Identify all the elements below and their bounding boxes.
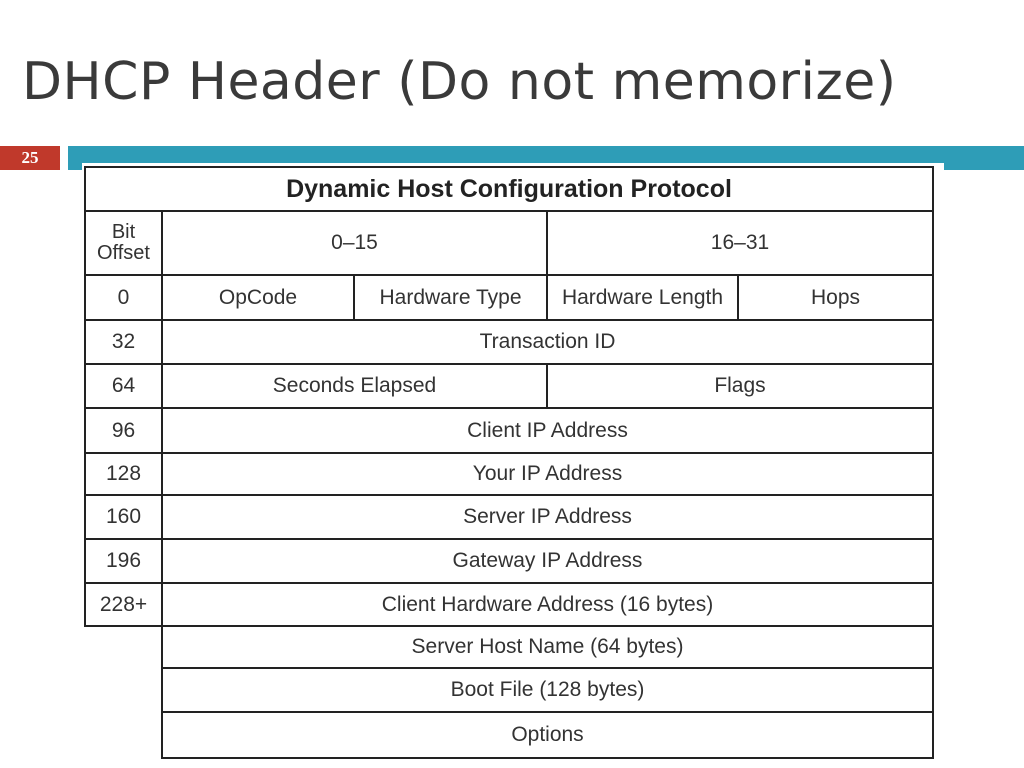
bit-offset-header [84, 210, 163, 276]
bit-offset-label-line1: Bit [111, 221, 136, 243]
field-server-host-name: Server Host Name (64 bytes) [161, 625, 934, 669]
field-seconds-elapsed: Seconds Elapsed [161, 363, 548, 409]
field-client-hardware-address: Client Hardware Address (16 bytes) [161, 582, 934, 627]
field-server-ip-address: Server IP Address [161, 494, 934, 540]
offset-cell: 32 [84, 319, 163, 365]
offset-cell: 128 [84, 452, 163, 496]
slide-title: DHCP Header (Do not memorize) [22, 52, 897, 112]
field-opcode: OpCode [161, 274, 355, 321]
offset-cell: 64 [84, 363, 163, 409]
field-flags: Flags [546, 363, 934, 409]
field-hardware-length: Hardware Length [546, 274, 739, 321]
bit-offset-label-line2: Offset [97, 242, 150, 264]
field-options: Options [161, 711, 934, 759]
bit-range-0-15: 0–15 [161, 210, 548, 276]
offset-cell: 160 [84, 494, 163, 540]
offset-cell: 228+ [84, 582, 163, 627]
table-caption: Dynamic Host Configuration Protocol [84, 166, 934, 212]
field-hops: Hops [737, 274, 934, 321]
bit-range-16-31: 16–31 [546, 210, 934, 276]
field-client-ip-address: Client IP Address [161, 407, 934, 454]
field-boot-file: Boot File (128 bytes) [161, 667, 934, 713]
offset-cell: 0 [84, 274, 163, 321]
slide-number-badge: 25 [0, 146, 60, 170]
field-gateway-ip-address: Gateway IP Address [161, 538, 934, 584]
offset-cell: 196 [84, 538, 163, 584]
field-transaction-id: Transaction ID [161, 319, 934, 365]
offset-cell: 96 [84, 407, 163, 454]
field-your-ip-address: Your IP Address [161, 452, 934, 496]
field-hardware-type: Hardware Type [353, 274, 548, 321]
